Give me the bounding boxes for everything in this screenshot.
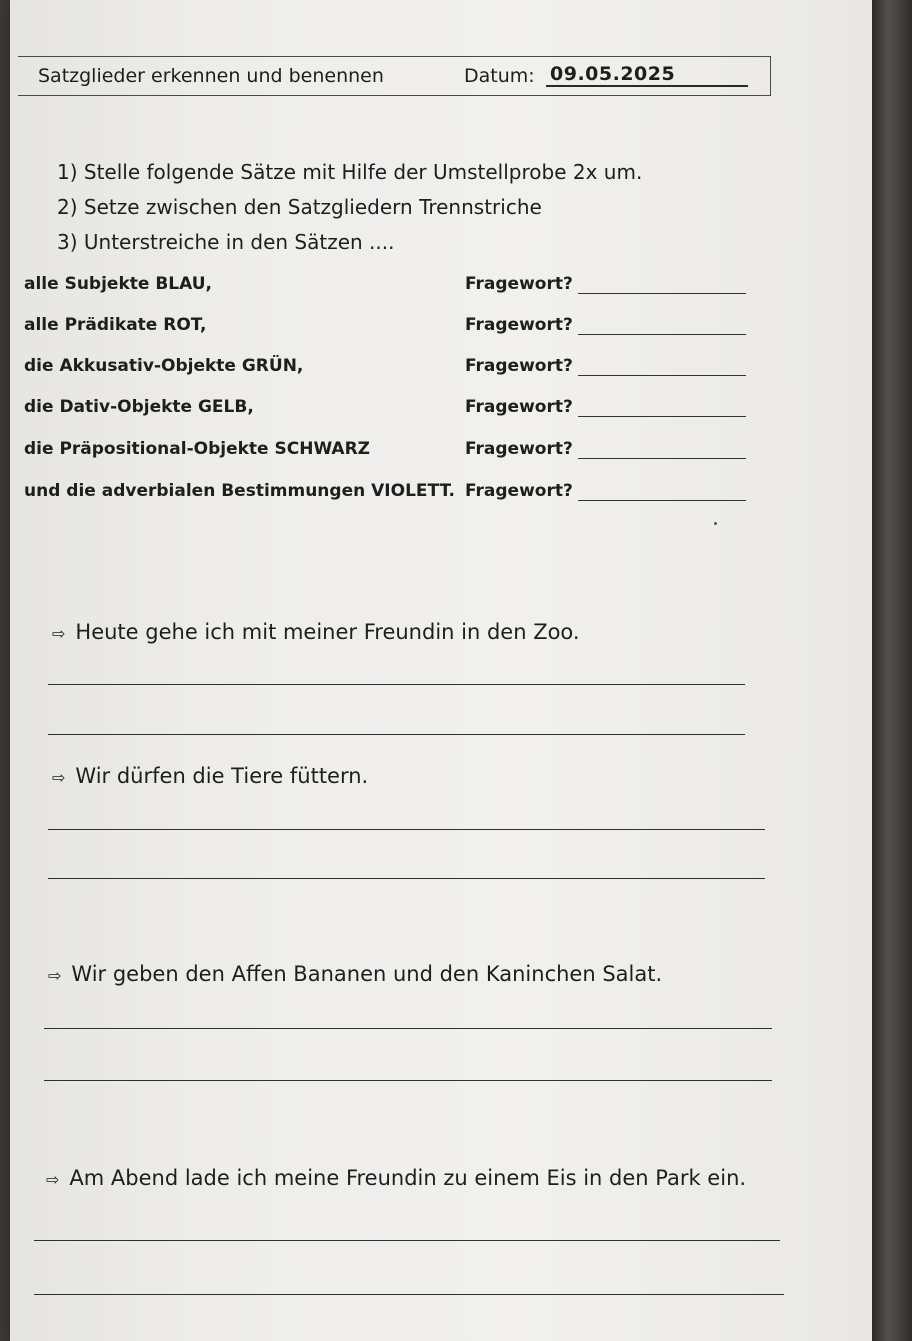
answer-line[interactable] [48,829,765,830]
answer-line[interactable] [48,684,745,685]
fragewort-answer-line[interactable] [578,293,746,294]
task-row-dativ [10,397,870,423]
task-label: und die adverbialen Bestimmungen VIOLETT. [24,481,455,501]
fragewort-label: Fragewort? [465,356,573,376]
task-label: die Akkusativ-Objekte GRÜN, [24,356,304,376]
task-row-praepositional [10,439,870,465]
paper-speck [714,522,717,525]
date-label: Datum: [464,65,535,87]
task-row-praedikate [10,315,870,341]
answer-line[interactable] [34,1294,784,1295]
fragewort-label: Fragewort? [465,274,573,294]
task-row-akkusativ [10,356,870,382]
fragewort-label: Fragewort? [465,481,573,501]
arrow-right-icon: ⇨ [48,966,62,985]
arrow-right-icon: ⇨ [46,1170,60,1189]
background-edge [872,0,912,1341]
arrow-right-icon: ⇨ [52,624,66,643]
worksheet-title: Satzglieder erkennen und benennen [38,65,384,87]
task-label: alle Prädikate ROT, [24,315,207,335]
instruction-2: 2) Setze zwischen den Satzgliedern Trennstriche [57,195,542,219]
task-label: die Präpositional-Objekte SCHWARZ [24,439,371,459]
fragewort-label: Fragewort? [465,397,573,417]
sentence-2 [52,764,368,788]
fragewort-answer-line[interactable] [578,334,746,335]
arrow-right-icon: ⇨ [52,768,66,787]
task-row-adverbial [10,481,870,507]
fragewort-answer-line[interactable] [578,500,746,501]
fragewort-label: Fragewort? [465,315,573,335]
date-field[interactable]: 09.05.2025 [546,63,748,87]
worksheet-page [10,0,872,1341]
sentence-4 [46,1166,746,1190]
answer-line[interactable] [44,1080,772,1081]
sentence-1 [52,620,580,644]
sentence-text: Wir dürfen die Tiere füttern. [75,764,369,788]
fragewort-answer-line[interactable] [578,416,746,417]
instruction-1: 1) Stelle folgende Sätze mit Hilfe der Umstellprobe 2x um. [57,160,643,184]
fragewort-answer-line[interactable] [578,375,746,376]
instruction-3: 3) Unterstreiche in den Sätzen .... [57,230,395,254]
answer-line[interactable] [34,1240,780,1241]
sentence-3 [48,962,662,986]
answer-line[interactable] [48,734,745,735]
header-box [18,56,771,96]
sentence-text: Wir geben den Affen Bananen und den Kaninchen Salat. [71,962,663,986]
task-row-subjekte [10,274,870,300]
fragewort-answer-line[interactable] [578,458,746,459]
fragewort-label: Fragewort? [465,439,573,459]
task-label: alle Subjekte BLAU, [24,274,213,294]
sentence-text: Heute gehe ich mit meiner Freundin in den Zoo. [75,620,580,644]
answer-line[interactable] [44,1028,772,1029]
sentence-text: Am Abend lade ich meine Freundin zu einem Eis in den Park ein. [69,1166,747,1190]
answer-line[interactable] [48,878,765,879]
task-label: die Dativ-Objekte GELB, [24,397,254,417]
